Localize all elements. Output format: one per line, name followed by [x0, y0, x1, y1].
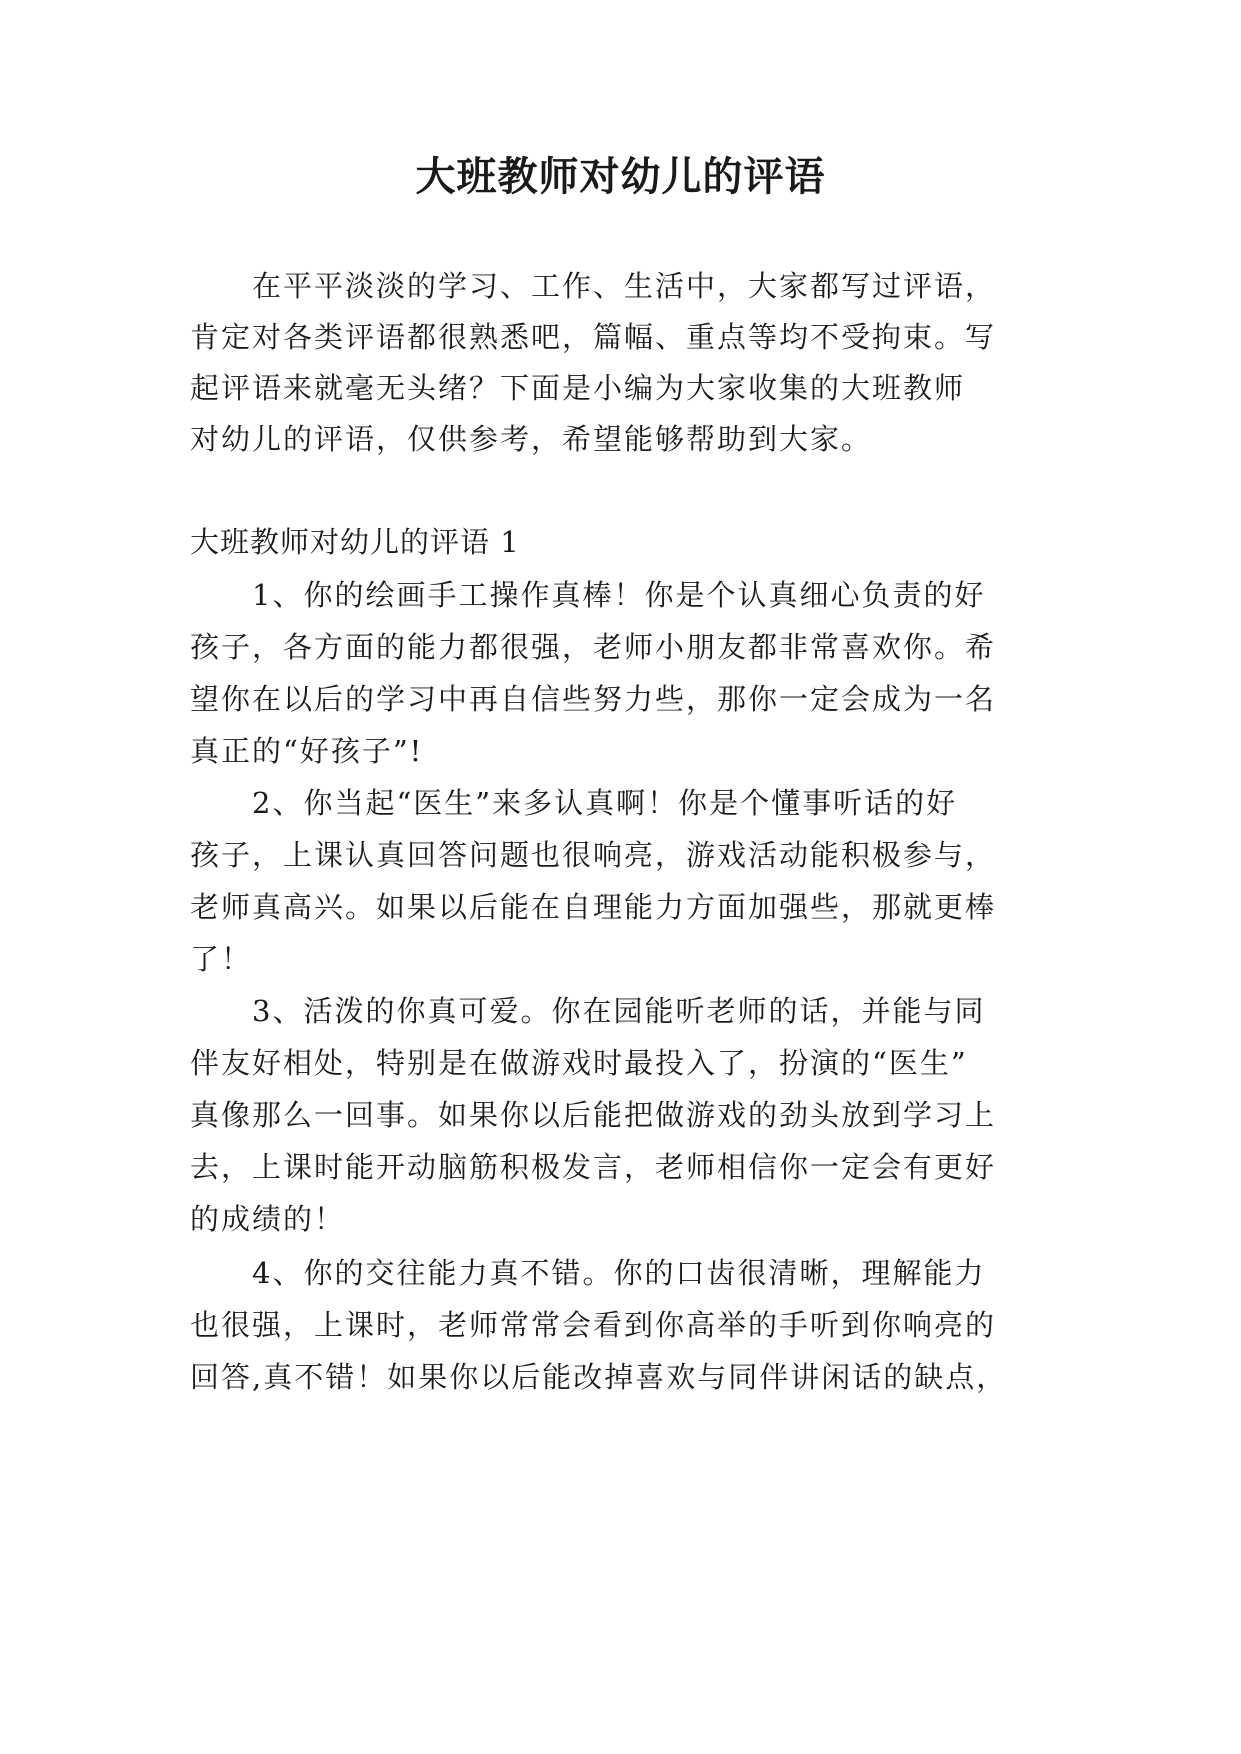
comment-line: 望你在以后的学习中再自信些努力些，那你一定会成为一名 [190, 682, 997, 716]
comment-line: 回答,真不错！如果你以后能改掉喜欢与同伴讲闲话的缺点， [190, 1360, 1008, 1394]
comment-line: 的成绩的！ [190, 1202, 346, 1236]
comment-line: 去，上课时能开动脑筋积极发言，老师相信你一定会有更好 [190, 1150, 997, 1184]
intro-line: 对幼儿的评语，仅供参考，希望能够帮助到大家。 [190, 422, 873, 456]
comment-line: 孩子，上课认真回答问题也很响亮，游戏活动能积极参与， [190, 838, 997, 872]
intro-line: 起评语来就毫无头绪？下面是小编为大家收集的大班教师 [190, 371, 966, 405]
comment-line: 3、活泼的你真可爱。你在园能听老师的话，并能与同 [252, 994, 986, 1028]
document-title: 大班教师对幼儿的评语 [415, 153, 826, 200]
intro-line: 在平平淡淡的学习、工作、生活中，大家都写过评语， [252, 269, 997, 303]
comment-line: 4、你的交往能力真不错。你的口齿很清晰，理解能力 [252, 1256, 986, 1290]
comment-line: 孩子，各方面的能力都很强，老师小朋友都非常喜欢你。希 [190, 630, 997, 664]
comment-line: 真正的“好孩子”! [190, 734, 424, 768]
comment-line: 也很强，上课时，老师常常会看到你高举的手听到你响亮的 [190, 1308, 997, 1342]
comment-line: 老师真高兴。如果以后能在自理能力方面加强些，那就更棒 [190, 890, 997, 924]
comment-line: 2、你当起“医生”来多认真啊！你是个懂事听话的好 [252, 786, 958, 820]
comment-line: 了！ [190, 942, 253, 976]
comment-line: 真像那么一回事。如果你以后能把做游戏的劲头放到学习上 [190, 1098, 997, 1132]
section-heading: 大班教师对幼儿的评语 1 [190, 525, 520, 559]
comment-line: 伴友好相处，特别是在做游戏时最投入了，扮演的“医生” [190, 1046, 968, 1080]
comment-line: 1、你的绘画手工操作真棒！你是个认真细心负责的好 [252, 578, 986, 612]
intro-line: 肯定对各类评语都很熟悉吧，篇幅、重点等均不受拘束。写 [190, 320, 997, 354]
